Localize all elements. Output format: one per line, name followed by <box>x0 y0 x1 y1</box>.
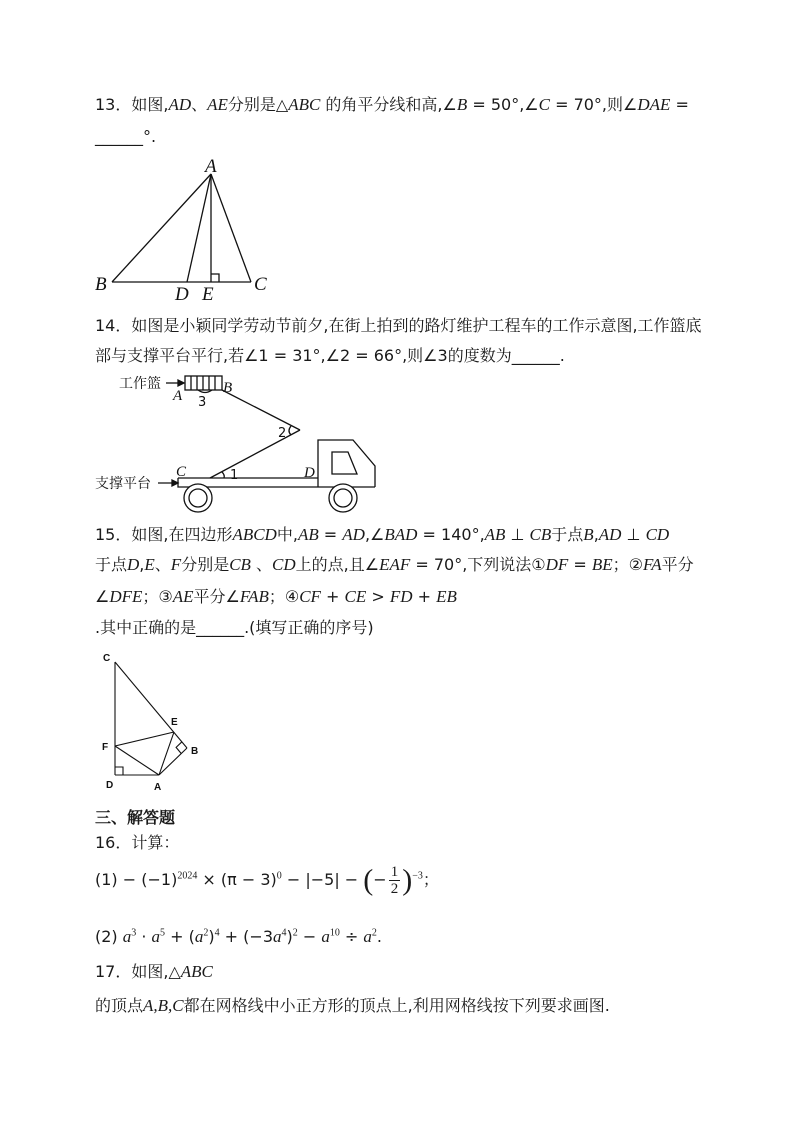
superscript: 2 <box>371 927 377 939</box>
math-symbol: CB <box>229 555 251 574</box>
text-segment: = 70°,下列说法① <box>410 555 546 574</box>
label-a: A <box>205 156 217 177</box>
text-segment: . <box>376 927 382 946</box>
text-segment: = <box>318 525 343 544</box>
text-segment: , <box>593 525 599 544</box>
math-symbol: a <box>151 927 161 946</box>
math-symbol: B <box>456 95 468 114</box>
label-f: F <box>102 742 109 753</box>
q14-line-2 <box>95 345 565 367</box>
superscript: 10 <box>329 927 340 939</box>
text-segment: 平分∠ <box>193 587 240 606</box>
math-symbol: CD <box>272 555 296 574</box>
basket-label: 工作篮 <box>119 376 161 392</box>
text-segment: + <box>412 587 437 606</box>
text-segment: 的角平分线和高,∠ <box>320 95 457 114</box>
right-angle-d <box>115 767 123 775</box>
text-segment: 都在网格线中小正方形的顶点上,利用网格线按下列要求画图. <box>183 996 610 1015</box>
text-segment: , <box>139 555 145 574</box>
angle-2-arc <box>289 426 291 435</box>
math-symbol: AB <box>484 525 506 544</box>
q13-line-1 <box>95 94 689 116</box>
superscript: 3 <box>131 927 137 939</box>
arm-lower <box>210 430 300 478</box>
text-segment: = 140°, <box>417 525 485 544</box>
heading-text: 三、解答题 <box>95 808 176 827</box>
angle-1-arc <box>222 472 224 478</box>
math-symbol: AD <box>168 95 192 114</box>
side-ab <box>159 748 187 775</box>
q16-part-1 <box>95 860 439 900</box>
label-e: E <box>171 717 178 728</box>
text-segment: 17．如图,△ <box>95 962 181 981</box>
text-segment: ÷ <box>339 927 364 946</box>
text-segment: 、 <box>250 555 273 574</box>
label-d: D <box>175 284 189 305</box>
large-parenthesis: ) <box>402 863 413 897</box>
text-segment: 、 <box>191 95 208 114</box>
text-segment: ∠ <box>95 587 110 606</box>
truck-cab <box>318 440 375 487</box>
fraction-denominator: 2 <box>390 881 399 897</box>
math-symbol: C <box>538 95 550 114</box>
text-segment: . <box>559 346 565 365</box>
q14-line-1 <box>95 315 702 337</box>
angle-1-label: 1 <box>230 468 239 483</box>
superscript: 2024 <box>177 870 198 882</box>
front-wheel-hub <box>334 489 352 507</box>
text-segment: ,∠ <box>364 525 385 544</box>
label-b: B <box>95 274 107 295</box>
math-symbol: B <box>583 525 594 544</box>
math-symbol: FD <box>389 587 413 606</box>
text-segment: + <box>320 587 345 606</box>
text-segment: ；② <box>612 555 644 574</box>
text-segment: = <box>670 95 689 114</box>
q16-part-2 <box>95 926 382 948</box>
text-segment: 13．如图, <box>95 95 169 114</box>
platform-label: 支撑平台 <box>95 476 151 492</box>
text-segment: °. <box>143 127 157 146</box>
text-segment: 的顶点 <box>95 996 144 1015</box>
math-symbol: BAD <box>384 525 418 544</box>
text-segment: ) <box>286 927 293 946</box>
segment-fe <box>115 732 174 746</box>
math-symbol: AD <box>598 525 622 544</box>
text-segment: 上的点,且∠ <box>295 555 380 574</box>
fraction-numerator: 1 <box>390 864 399 880</box>
text-segment: − |−5| − <box>281 870 364 889</box>
math-symbol: DFE <box>109 587 143 606</box>
superscript: 4 <box>281 927 287 939</box>
label-d: D <box>106 780 114 791</box>
text-segment: ______ <box>95 127 143 146</box>
text-segment: = <box>568 555 592 574</box>
text-segment: = 70°,则∠ <box>549 95 638 114</box>
math-symbol: CD <box>645 525 670 544</box>
superscript: 4 <box>214 927 220 939</box>
text-segment: 于点 <box>95 555 128 574</box>
angle-3-arc <box>198 390 212 393</box>
math-symbol: EAF <box>379 555 411 574</box>
cab-window <box>332 452 357 474</box>
label-a: A <box>154 782 162 793</box>
superscript: 2 <box>203 927 209 939</box>
text-segment: ______ <box>511 346 560 365</box>
text-segment: = 50°,∠ <box>467 95 539 114</box>
side-cb <box>115 662 187 748</box>
segment-ad <box>187 174 211 282</box>
label-c: C <box>176 464 187 480</box>
text-segment: 、 <box>154 555 171 574</box>
large-parenthesis: ( <box>363 863 374 897</box>
q15-figure <box>115 662 187 775</box>
text-segment: (1) − (−1) <box>95 870 178 889</box>
superscript: −3 <box>412 870 423 882</box>
text-segment: + (−3 <box>219 927 273 946</box>
math-symbol: CE <box>344 587 367 606</box>
math-symbol: E <box>144 555 155 574</box>
math-symbol: AE <box>172 587 194 606</box>
label-b: B <box>223 380 233 396</box>
text-segment: (2) <box>95 927 123 946</box>
q13-line-2 <box>95 126 156 148</box>
segment-ae <box>159 732 174 775</box>
angle-3-label: 3 <box>198 395 207 410</box>
text-segment: + ( <box>165 927 195 946</box>
text-segment: 于点 <box>551 525 584 544</box>
angle-2-label: 2 <box>278 426 287 441</box>
math-symbol: DAE <box>637 95 671 114</box>
math-symbol: ABC <box>288 95 321 114</box>
text-segment: 分别是 <box>181 555 230 574</box>
superscript: 5 <box>160 927 166 939</box>
text-segment: ； <box>422 870 439 889</box>
math-symbol: DF <box>545 555 569 574</box>
text-segment: 14．如图是小颖同学劳动节前夕,在街上拍到的路灯维护工程车的工作示意图,工作篮底 <box>95 316 702 335</box>
label-a: A <box>173 388 183 404</box>
text-segment: ⊥ <box>621 525 646 544</box>
text-segment: .其中正确的是 <box>95 618 197 637</box>
label-d: D <box>304 465 315 481</box>
math-symbol: CB <box>529 525 552 544</box>
text-segment: 15．如图,在四边形 <box>95 525 233 544</box>
math-symbol: a <box>363 927 372 946</box>
side-ab <box>112 174 211 282</box>
math-symbol: a <box>194 927 204 946</box>
math-symbol: ABCD <box>232 525 277 544</box>
text-segment: ______ <box>196 618 245 637</box>
math-symbol: FA <box>643 555 662 574</box>
math-symbol: AD <box>342 525 365 544</box>
math-symbol: AB <box>297 525 319 544</box>
math-symbol: a <box>273 927 282 946</box>
q15-line-3 <box>95 586 457 608</box>
text-segment: 16．计算： <box>95 833 180 852</box>
text-segment: · <box>136 927 152 946</box>
label-c: C <box>254 274 267 295</box>
label-e: E <box>202 284 214 305</box>
label-c: C <box>103 653 111 664</box>
truck-body <box>178 478 375 487</box>
front-wheel <box>329 484 357 512</box>
text-segment: × (π − 3) <box>197 870 277 889</box>
segment-af <box>115 746 159 775</box>
fraction <box>389 864 401 897</box>
q14-figure <box>158 376 375 512</box>
arm-upper <box>222 390 300 430</box>
text-segment: 中, <box>276 525 298 544</box>
text-segment: > <box>366 587 390 606</box>
math-symbol: ABC <box>180 962 213 981</box>
text-segment: − <box>297 927 322 946</box>
q15-line-1 <box>95 524 669 546</box>
basket-arrowhead <box>178 380 184 386</box>
right-angle-b <box>176 742 182 754</box>
side-ac <box>211 174 251 282</box>
text-segment: 平分 <box>661 555 694 574</box>
math-symbol: a <box>321 927 330 946</box>
math-symbol: AE <box>207 95 228 114</box>
q16-title <box>95 832 179 854</box>
text-segment: .(填写正确的序号) <box>244 618 374 637</box>
q13-figure <box>112 174 251 282</box>
math-symbol: F <box>170 555 182 574</box>
text-segment: ) <box>208 927 215 946</box>
math-symbol: A,B,C <box>143 996 184 1015</box>
text-segment: ⊥ <box>505 525 530 544</box>
rear-wheel-hub <box>189 489 207 507</box>
math-symbol: FAB <box>239 587 269 606</box>
math-symbol: CF <box>299 587 321 606</box>
section-heading <box>95 807 175 829</box>
rear-wheel <box>184 484 212 512</box>
basket <box>185 376 222 390</box>
platform-arrowhead <box>172 480 178 486</box>
text-segment: − <box>373 870 387 889</box>
text-segment: 部与支撑平台平行,若∠1 = 31°,∠2 = 66°,则∠3的度数为 <box>95 346 512 365</box>
math-symbol: BE <box>591 555 613 574</box>
text-segment: ；④ <box>268 587 300 606</box>
text-segment: ；③ <box>142 587 173 606</box>
math-symbol: a <box>122 927 132 946</box>
text-segment: 分别是△ <box>227 95 289 114</box>
math-symbol: EB <box>436 587 457 606</box>
q17-line-2 <box>95 995 610 1017</box>
label-b: B <box>191 746 199 757</box>
right-angle-mark <box>211 274 219 282</box>
q15-line-2 <box>95 554 694 576</box>
math-symbol: D <box>127 555 140 574</box>
superscript: 2 <box>292 927 298 939</box>
superscript: 0 <box>276 870 282 882</box>
q17-line-1 <box>95 961 213 983</box>
q15-line-4 <box>95 617 374 639</box>
